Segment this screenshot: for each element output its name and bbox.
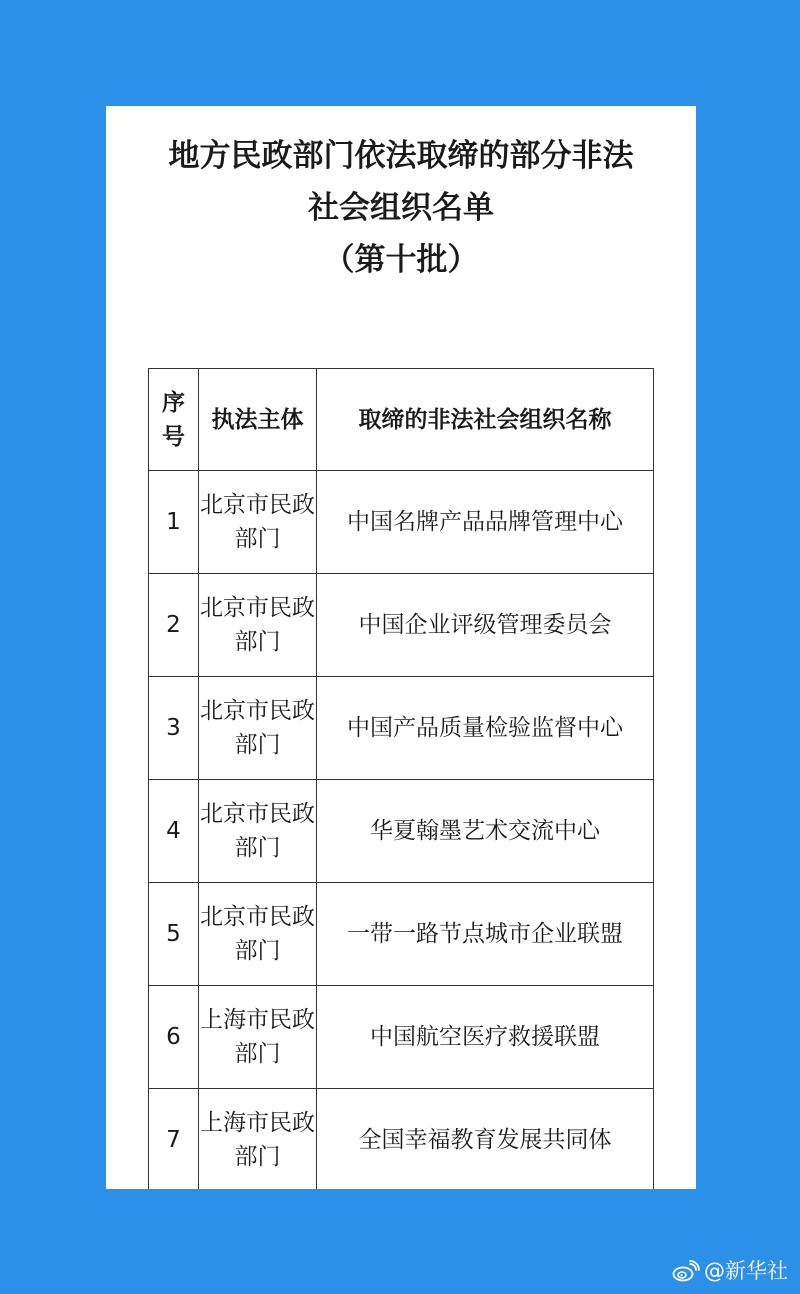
document-sheet xyxy=(106,106,696,1189)
row-agency: 北京市民政部门 xyxy=(199,677,317,780)
title-line-2: 社会组织名单 xyxy=(308,190,494,226)
row-org-name: 全国幸福教育发展共同体 xyxy=(317,1089,654,1190)
row-number: 2 xyxy=(149,574,199,677)
table-row xyxy=(149,471,654,574)
table-header-row xyxy=(149,369,654,471)
row-org-name: 华夏翰墨艺术交流中心 xyxy=(317,780,654,883)
organization-table xyxy=(148,368,654,1189)
document-title xyxy=(106,130,696,286)
row-org-name: 中国航空医疗救援联盟 xyxy=(317,986,654,1089)
watermark-text: @新华社 xyxy=(704,1259,788,1283)
row-number: 6 xyxy=(149,986,199,1089)
header-number: 序 号 xyxy=(149,369,199,471)
row-org-name: 中国名牌产品品牌管理中心 xyxy=(317,471,654,574)
table-row xyxy=(149,1089,654,1190)
header-agency: 执法主体 xyxy=(199,369,317,471)
row-agency: 北京市民政部门 xyxy=(199,883,317,986)
row-number: 4 xyxy=(149,780,199,883)
weibo-icon xyxy=(672,1260,700,1282)
row-number: 5 xyxy=(149,883,199,986)
row-number: 7 xyxy=(149,1089,199,1190)
watermark xyxy=(672,1258,788,1284)
row-number: 3 xyxy=(149,677,199,780)
row-org-name: 中国产品质量检验监督中心 xyxy=(317,677,654,780)
row-agency: 北京市民政部门 xyxy=(199,574,317,677)
table-row xyxy=(149,780,654,883)
header-name: 取缔的非法社会组织名称 xyxy=(317,369,654,471)
title-line-3: （第十批） xyxy=(323,242,479,278)
row-agency: 北京市民政部门 xyxy=(199,471,317,574)
table-row xyxy=(149,986,654,1089)
title-line-1: 地方民政部门依法取缔的部分非法 xyxy=(168,138,634,174)
row-agency: 北京市民政部门 xyxy=(199,780,317,883)
row-org-name: 一带一路节点城市企业联盟 xyxy=(317,883,654,986)
table-row xyxy=(149,677,654,780)
table-row xyxy=(149,574,654,677)
row-number: 1 xyxy=(149,471,199,574)
table-row xyxy=(149,883,654,986)
row-agency: 上海市民政部门 xyxy=(199,1089,317,1190)
row-agency: 上海市民政部门 xyxy=(199,986,317,1089)
row-org-name: 中国企业评级管理委员会 xyxy=(317,574,654,677)
